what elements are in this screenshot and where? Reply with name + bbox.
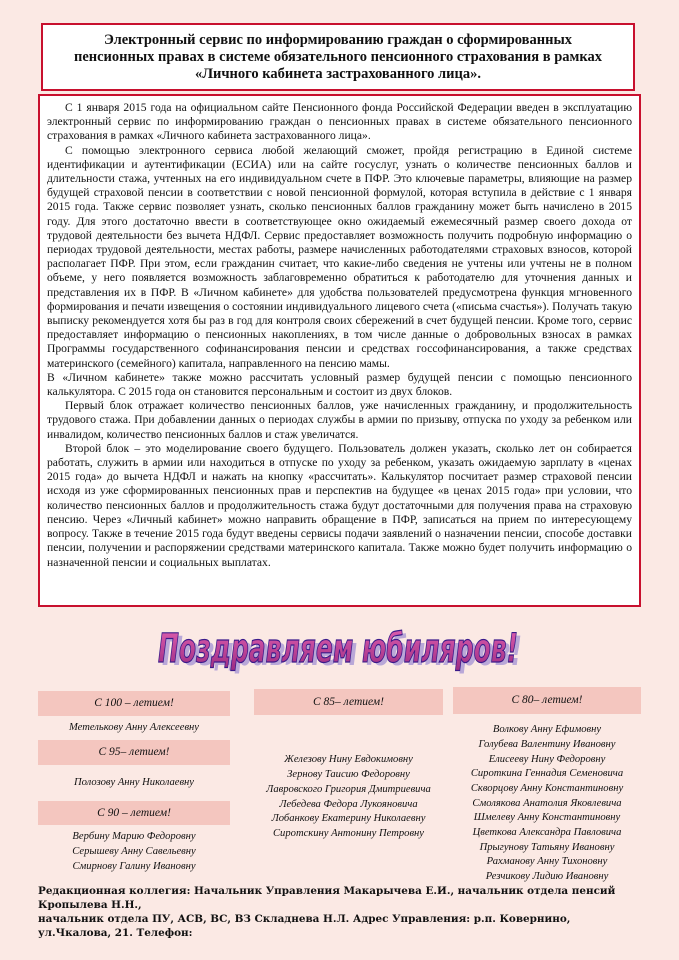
footer-line-1: Редакционная коллегия: Начальник Управления Макарычева Е.И., начальник отдела пенсий Кропылева Н.Н., [38,885,616,911]
jubilee-name: Лебедева Федора Лукояновича [279,798,418,810]
jubilee-name: Сироткина Геннадия Семеновича [470,768,624,780]
jubilee-90-names [38,825,230,880]
jubilee-name: Лобанкову Екатерину Николаевну [271,813,426,825]
title-box [41,23,635,91]
jubilee-name: Серышеву Анну Савельевну [72,846,196,858]
editorial-footer [38,884,643,940]
jubilee-85-title: С 85– летием! [313,695,384,708]
article-paragraph: С 1 января 2015 года на официальном сайте Пенсионного фонда Российской Федерации введен в эксплуатацию электронный сервис по информированию граждан о пенсионных правах в системе обязательного пенсионного страхования в рамках «Личного кабинета застрахованного лица». [47,101,632,143]
jubilee-name: Шмелеву Анну Константиновну [473,812,621,824]
jubilee-100-names [38,716,230,740]
jubilee-name: Лавровского Григория Дмитриевича [266,783,431,795]
headline-art [150,618,530,676]
jubilee-name: Цветкова Александра Павловича [472,827,622,839]
article-paragraph: Второй блок – это моделирование своего будущего. Пользователь должен указать, сколько лет он собирается работать, служить в армии или находиться в отпуске по уходу за ребенком, указать ожидаемую зарплату в «ценах 2015 года» до вычета НДФЛ и нажать на кнопку «рассчитать». Калькулятор посчитает размер страховой пенсии исходя из уже сформированных пенсионных прав и перспектив на будущее «в ценах 2015 года» при условии, что количество пенсионных баллов и продолжительность стажа будут достаточными для получения права на страховую пенсию. Через «Личный кабинет» можно направить обращение в ПФР, записаться на прием по интересующему вопросу. Также в течение 2015 года будут введены сервисы подачи заявлений о назначении пенсии, способе доставки пенсии, получении и распоряжении средствами материнского капитала. Также можно будет получить информацию о назначенной пенсии и социальных выплатах. [47,441,632,569]
headline [150,618,530,676]
jubilee-95-names [38,765,230,801]
jubilee-name: Голубева Валентину Ивановну [478,738,616,750]
jubilee-name: Зернову Таисию Федоровну [287,769,410,781]
jubilee-name: Смирнову Галину Ивановну [72,860,196,872]
headline-shadow: Поздравляем юбиляров! [162,629,522,675]
article-paragraph: Первый блок отражает количество пенсионных баллов, уже начисленных гражданину, и продолжительность трудового стажа. При добавлении данных о периодах службы в армии по призыву, отпуска по уходу за ребенком или инвалидом, количество пенсионных баллов и стаж увеличатся. [47,399,632,441]
jubilee-80-names [453,714,641,883]
article-paragraph: С помощью электронного сервиса любой желающий сможет, пройдя регистрацию в Единой системе идентификации и аутентификации (ЕСИА) или на сайте госуслуг, узнать о количестве пенсионных баллов и длительности стажа, учтенных на его индивидуальном счете в ПФР. Это ключевые параметры, влияющие на размер будущей страховой пенсии в соответствии с новой пенсионной формулой, которая вступила в действие с 1 января 2015 года. Также сервис позволяет узнать, сколько пенсионных баллов гражданину может быть начислено в 2015 году. Для этого достаточно ввести в соответствующее окно ожидаемый ежемесячный размер своего дохода от трудовой деятельности без вычета НДФЛ. Сервис предоставляет возможность получить подробную информацию о периодах трудовой деятельности, местах работы, размере начисленных работодателями страховых взносов, которой располагает ПФР. При этом, если гражданин считает, что какие-либо сведения не учтены или учтены не в полном объеме, у него появляется возможность заблаговременно обратиться к работодателю для уточнения данных и представления их в ПФР. В «Личном кабинете» для удобства пользователей предусмотрена функция мгновенного формирования и печати извещения о состоянии индивидуального лицевого счета («письма счастья»). Получать такую выписку рекомендуется хотя бы раз в год для контроля своих сбережений в счет будущей пенсии. Кроме того, сервис предоставляет информацию о пенсионных накоплениях, в том числе данные о добровольных взносах в рамках Программы государственного софинансирования пенсии и средствах госсофинансирования, а также средствах материнского (семейного) капитала, направленного на пенсию мамы. [47,143,632,370]
jubilee-name: Полозову Анну Николаевну [74,776,194,788]
footer-line-2: начальник отдела ПУ, АСВ, ВС, ВЗ Складнева Н.Л. Адрес Управления: р.п. Ковернино, ул.Чкалова, 21. Телефон: [38,913,571,939]
jubilee-name: Вербину Марию Федоровну [72,831,196,843]
jubilee-name: Рахманову Анну Тихоновну [486,856,608,868]
headline-text: Поздравляем юбиляров! [158,626,518,672]
jubilee-name: Сиротскину Антонину Петровну [272,827,424,839]
jubilee-name: Резчикову Лидию Ивановну [485,871,609,883]
jubilee-name: Волкову Анну Ефимовну [492,724,602,736]
jubilee-85-names [254,715,443,880]
jubilee-name: Скворцову Анну Константиновну [470,782,624,794]
jubilee-90-title: С 90 – летием! [97,806,171,819]
jubilee-100-title: С 100 – летием! [94,697,174,710]
jubilee-name: Железову Нину Евдокимовну [284,754,413,766]
article-paragraph: В «Личном кабинете» также можно рассчитать условный размер будущей пенсии с помощью пенсионного калькулятора. С 2015 года он становится персональным и состоит из двух блоков. [47,370,632,399]
jubilee-95-header [38,740,230,765]
title-line-2: пенсионных правах в системе обязательного пенсионного страхования в рамках [73,48,603,65]
jubilee-85-header [254,689,443,715]
article-box [38,94,641,607]
jubilee-name: Метелькову Анну Алексеевну [68,721,200,733]
jubilee-95-title: С 95– летием! [98,746,170,759]
jubilee-name: Елисееву Нину Федоровну [488,753,606,765]
jubilee-80-title: С 80– летием! [511,694,583,707]
jubilee-100-header [38,691,230,716]
jubilee-90-header [38,801,230,825]
title-line-3: «Личного кабинета застрахованного лица». [194,65,482,82]
jubilee-name: Прыгунову Татьяну Ивановну [479,841,615,853]
jubilee-name: Смолякова Анатолия Яковлевича [472,797,622,809]
jubilee-80-header [453,687,641,714]
title-line-1: Электронный сервис по информированию граждан о сформированных [103,31,573,48]
